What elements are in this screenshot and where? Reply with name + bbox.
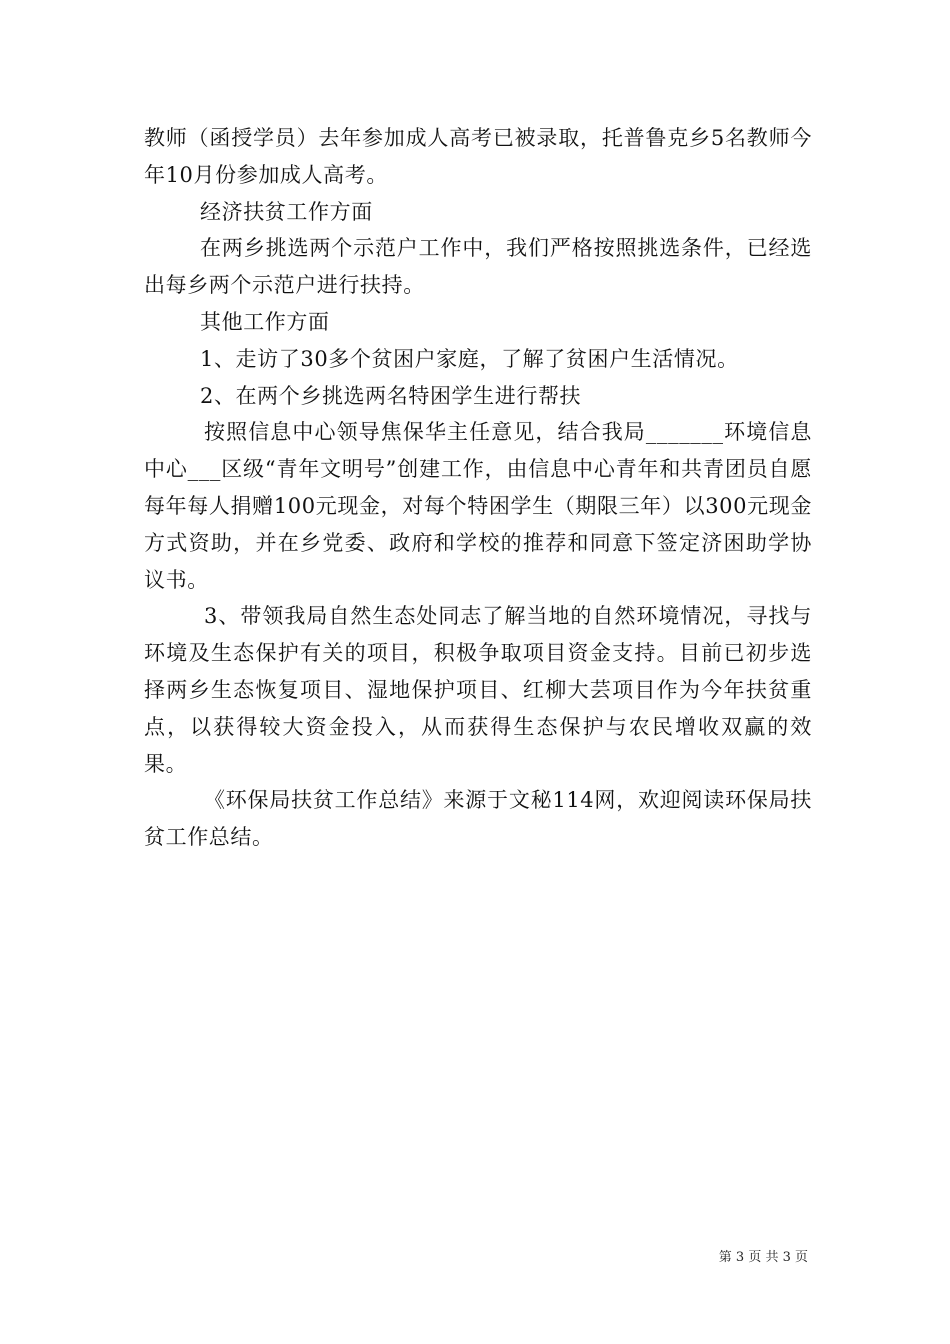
paragraph-demonstration-households: 在两乡挑选两个示范户工作中，我们严格按照挑选条件，已经选出每乡两个示范户进行扶持。	[144, 236, 812, 298]
heading-economic-poverty-relief: 经济扶贫工作方面	[200, 199, 373, 224]
paragraph-teachers-exam: 教师（函授学员）去年参加成人高考已被录取，托普鲁克乡5名教师今年10月份参加成人高考。	[144, 126, 812, 187]
list-item-visits: 1、走访了30多个贫困户家庭，了解了贫困户生活情况。	[200, 346, 739, 371]
paragraph-student-aid: 按照信息中心领导焦保华主任意见，结合我局_______环境信息中心___区级“青年文明号”创建工作，由信息中心青年和共青团员自愿每年每人捐赠100元现金，对每个特困学生（期限三年）以300元现金方式资助，并在乡党委、政府和学校的推荐和同意下签定济困助学协议书。	[144, 420, 812, 592]
page-number-footer: 第 3 页 共 3 页	[718, 1250, 808, 1265]
list-item-ecology-projects: 3、带领我局自然生态处同志了解当地的自然环境情况，寻找与环境及生态保护有关的项目，积极争取项目资金支持。目前已初步选择两乡生态恢复项目、湿地保护项目、红柳大芸项目作为今年扶贫重点，以获得较大资金投入，从而获得生态保护与农民增收双赢的效果。	[144, 604, 812, 776]
heading-other-work: 其他工作方面	[200, 309, 330, 334]
paragraph-source-note: 《环保局扶贫工作总结》来源于文秘114网，欢迎阅读环保局扶贫工作总结。	[144, 788, 812, 850]
list-item-students: 2、在两个乡挑选两名特困学生进行帮扶	[200, 383, 582, 408]
document-body	[144, 120, 812, 856]
